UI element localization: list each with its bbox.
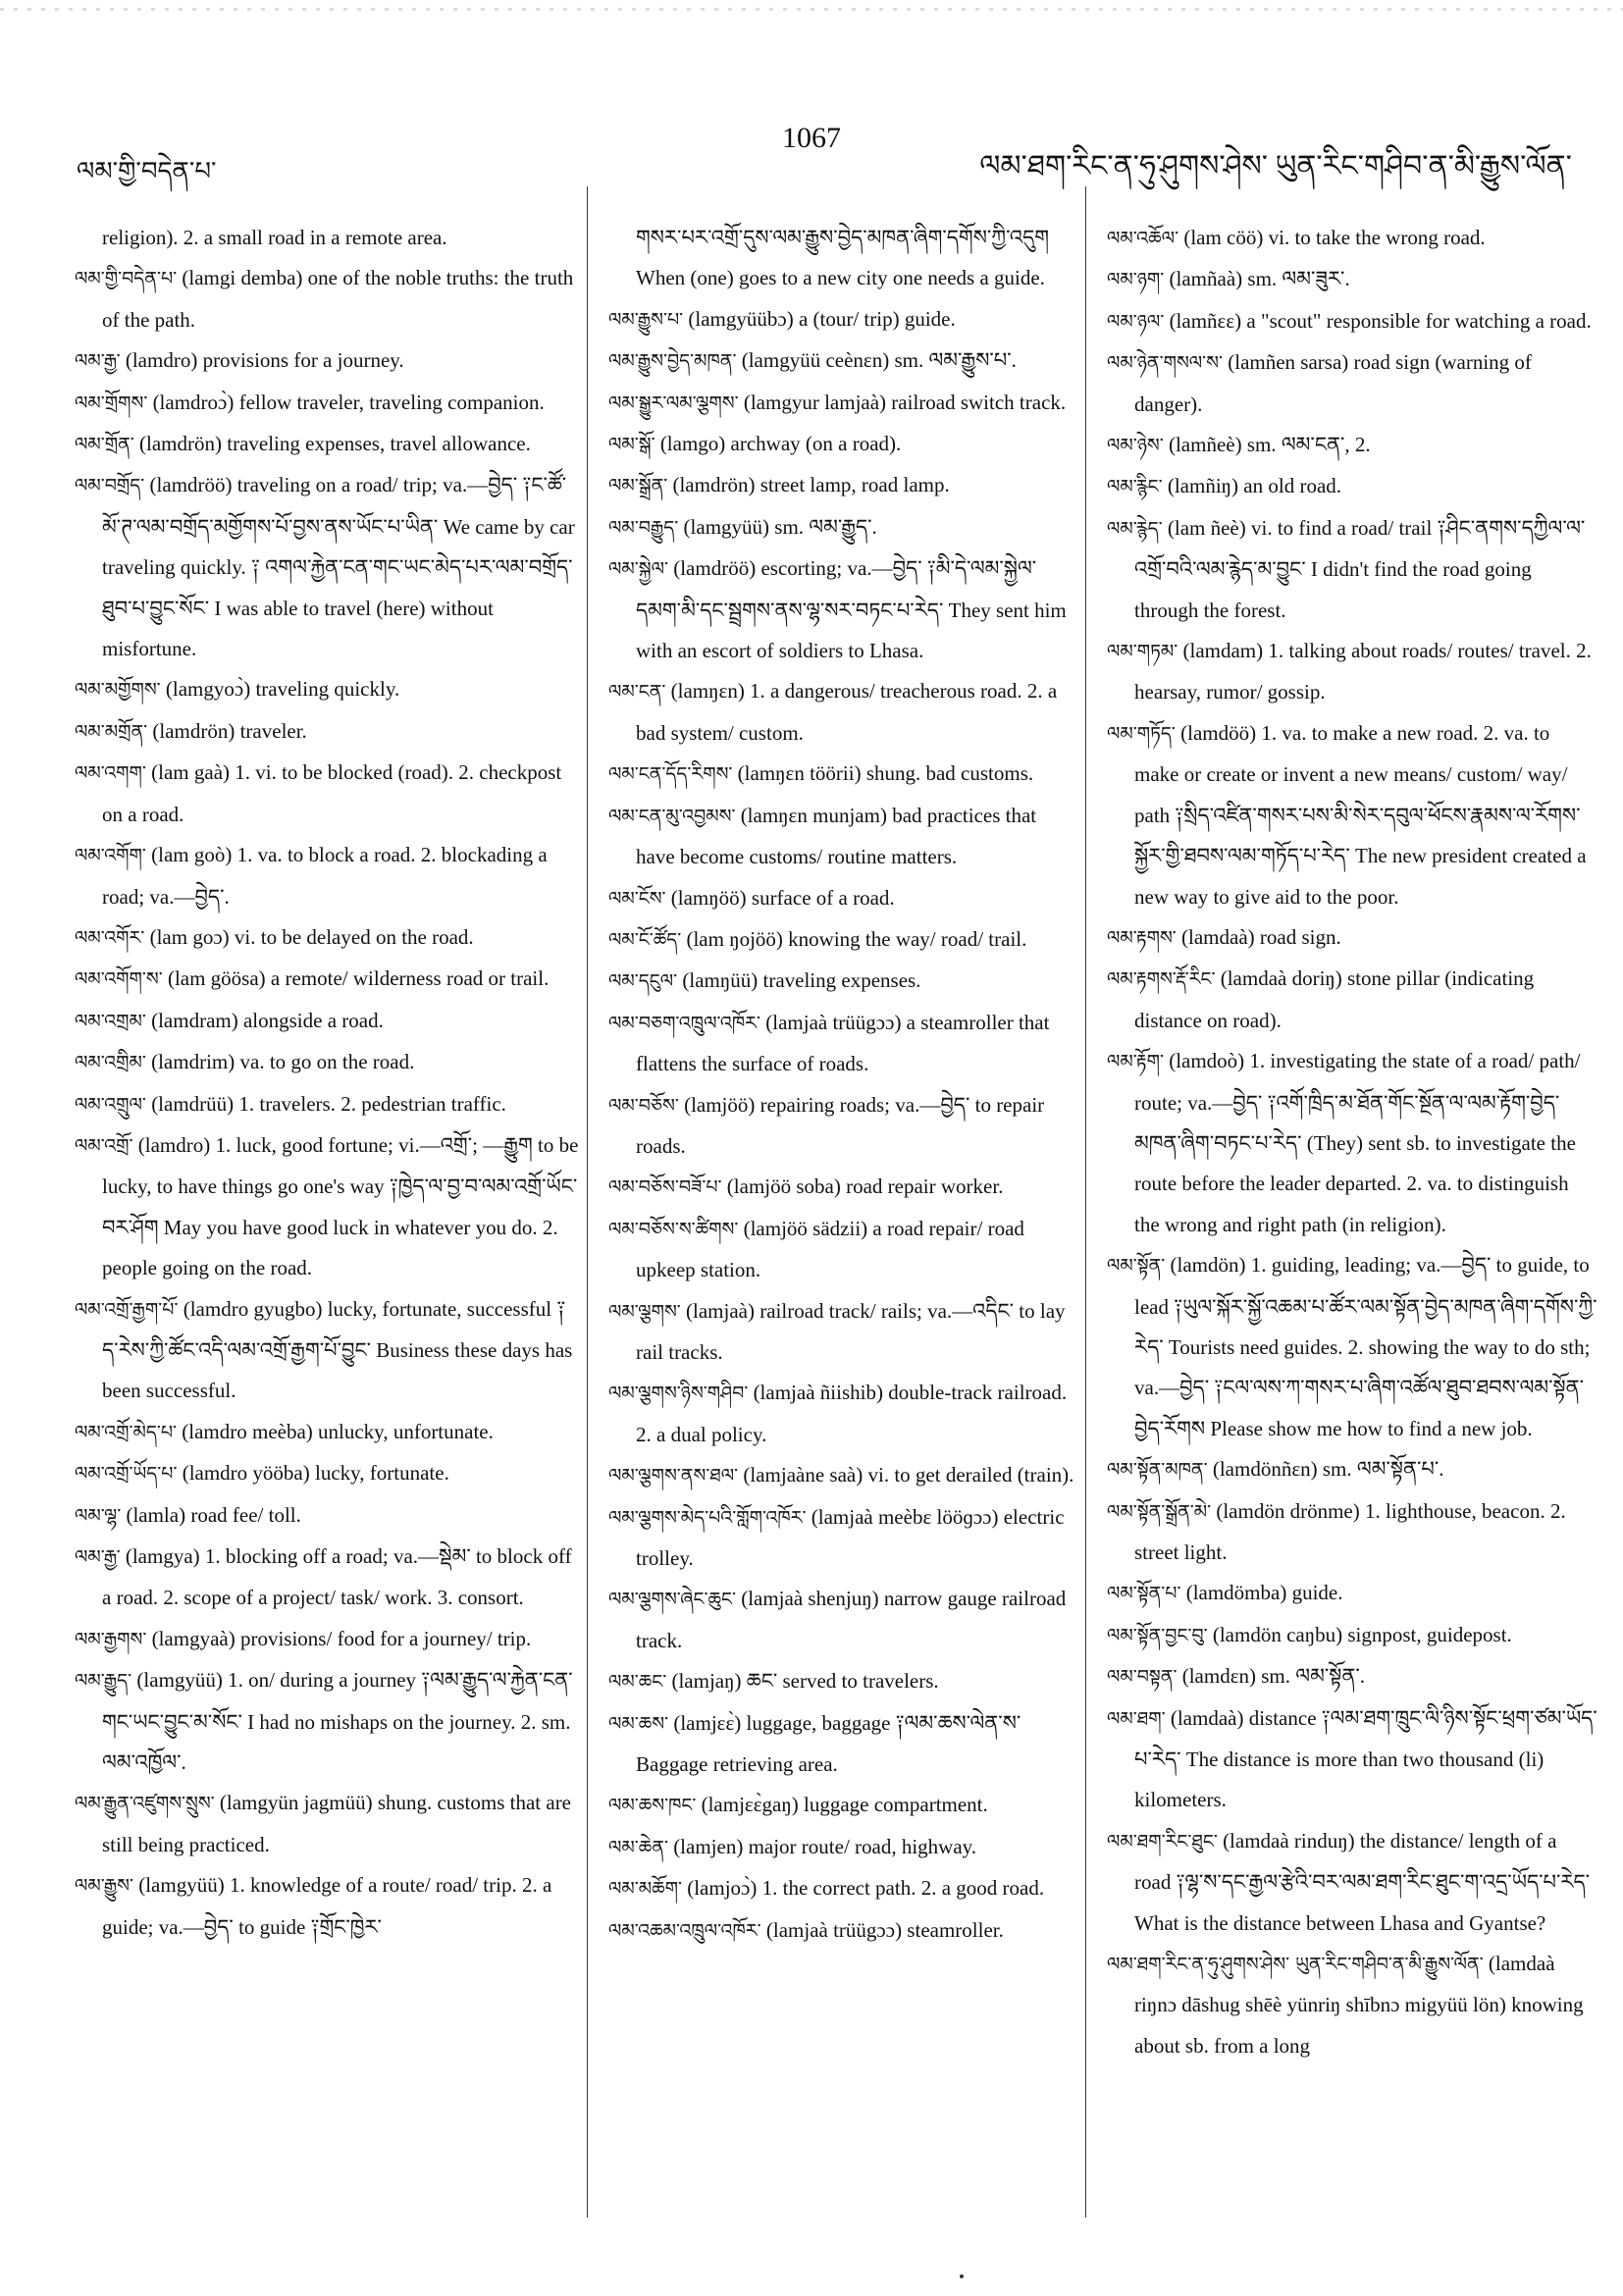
dictionary-entry <box>608 919 1077 961</box>
entry-definition: (lamla) road fee/ toll. <box>121 1502 301 1527</box>
dictionary-entry <box>75 1001 581 1042</box>
entry-definition: (lamŋɛn) 1. a dangerous/ treacherous road. 2. a bad system/ custom. <box>636 679 1058 745</box>
dictionary-entry <box>1107 631 1597 713</box>
entry-definition: (lamdön drönme) 1. lighthouse, beacon. 2. street light. <box>1134 1498 1566 1564</box>
dictionary-entry <box>75 753 581 835</box>
dictionary-entry <box>75 711 581 753</box>
entry-definition: (lamŋɛn töörii) shung. bad customs. <box>732 761 1034 786</box>
entry-headword: ལམ་སྒྲོན་ <box>608 475 668 497</box>
entry-headword: ལམ་ལྕགས་ནས་ཐལ་ <box>608 1465 739 1487</box>
entry-definition: (lamdön) 1. guiding, leading; va.—བྱེད་ to guide, to lead ༑ཡུལ་སྐོར་སྐྱོ་འཆམ་པ་ཚོར་ལམ་སྟོན་བྱེད་མཁན་ཞིག་དགོས་ཀྱི་རེད་ Tourists need guides. 2. showing the way to do sth; va.—བྱེད་ ༑ངལ་ལས་ཀ་གསར་པ་ཞིག་འཚོལ་ཐུབ་ཐབས་ལམ་སྟོན་བྱེད་རོགས Please show me how to find a new job. <box>1134 1253 1597 1440</box>
dictionary-entry <box>1107 959 1597 1041</box>
dictionary-entry <box>75 1865 581 1948</box>
entry-headword: ལམ་མཆོག་ <box>608 1878 682 1901</box>
entry-definition: (lamŋöö) surface of a road. <box>665 885 895 910</box>
scan-dot <box>960 2274 964 2278</box>
entry-definition: (lamjoɔ̀) 1. the correct path. 2. a good road. <box>681 1876 1045 1901</box>
dictionary-entry <box>75 959 581 1000</box>
entry-headword: ལམ་འགྲོ་ཡོད་པ་ <box>75 1463 178 1486</box>
entry-headword: ལམ་འགྲོ་མེད་པ་ <box>75 1421 178 1443</box>
entry-definition: (lamdaà doriŋ) stone pillar (indicating distance on road). <box>1134 966 1535 1032</box>
dictionary-entry <box>1107 917 1597 959</box>
dictionary-entry <box>75 1084 581 1125</box>
dictionary-entry <box>608 383 1077 424</box>
entry-definition: (lamŋüü) traveling expenses. <box>677 968 921 993</box>
entry-headword: ལམ་ལྕགས་ <box>608 1300 681 1323</box>
entry-definition: (lamdroɔ̀) fellow traveler, traveling companion. <box>147 390 545 414</box>
entry-headword: ལམ་ངན་མུ་འབྱམས་ <box>608 805 736 827</box>
entry-headword: ལམ་རྟགས་ <box>1107 926 1177 949</box>
dictionary-entry <box>75 383 581 424</box>
entry-definition: (lamgyur lamjaà) railroad switch track. <box>738 390 1067 414</box>
dictionary-entry <box>1107 1449 1597 1490</box>
dictionary-entry <box>608 671 1077 754</box>
entry-definition: (lam gaà) 1. vi. to be blocked (road). 2. checkpost on a road. <box>102 760 562 826</box>
entry-definition: (lamdrüü) 1. travelers. 2. pedestrian traffic. <box>145 1091 506 1116</box>
entry-headword: ལམ་གཏོད་ <box>1107 722 1176 745</box>
entry-definition: (lamŋɛn munjam) bad practices that have become customs/ routine matters. <box>636 803 1037 869</box>
dictionary-entry <box>1107 1656 1597 1697</box>
entry-headword: ལམ་ཐག་རིང་ཐུང་ <box>1107 1830 1218 1852</box>
entry-definition: (lam cöö) vi. to take the wrong road. <box>1178 226 1486 249</box>
entry-headword: ལམ་ཐག་ <box>1107 1707 1166 1730</box>
entry-headword: ལམ་གཏམ་ <box>1107 641 1178 663</box>
entry-headword: ལམ་ཆང་ <box>608 1671 667 1694</box>
entry-definition: (lamdro yööba) lucky, fortunate. <box>177 1461 449 1486</box>
dictionary-entry <box>75 1453 581 1494</box>
entry-headword: ལམ་སྟོན་བྱང་བུ་ <box>1107 1624 1208 1646</box>
dictionary-entry <box>75 1619 581 1660</box>
entry-headword: ལམ་རྟགས་རྡོ་རིང་ <box>1107 968 1216 991</box>
entry-headword: ལམ་ལྷ་ <box>75 1504 122 1527</box>
entry-headword: ལམ་འགོར་ <box>75 926 145 949</box>
entry-headword: ལམ་མགྲོན་ <box>75 720 148 743</box>
dictionary-entry <box>608 424 1077 465</box>
entry-headword: ལམ་འཆམ་འཁྲུལ་འཁོར་ <box>608 1919 761 1942</box>
entry-headword: ལམ་ཆས་ <box>608 1712 669 1735</box>
dictionary-entry <box>1107 425 1597 466</box>
dictionary-entry <box>75 340 581 382</box>
entry-definition: (lamgyüü) sm. ལམ་རྒྱུད་. <box>678 514 877 539</box>
entry-headword: ལམ་འགོག་ <box>75 845 146 867</box>
dictionary-entry <box>608 754 1077 795</box>
entry-headword: ལམ་རྒྱུས་བྱེད་མཁན་ <box>608 350 737 373</box>
entry-definition: (lamñɛɛ) a "scout" responsible for watching a road. <box>1164 308 1592 333</box>
entry-definition: (lamjaà) railroad track/ rails; va.—འདིང་ to lay rail tracks. <box>636 1298 1066 1364</box>
entry-definition: (lamñiŋ) an old road. <box>1162 474 1342 498</box>
dictionary-entry <box>608 1910 1077 1952</box>
dictionary-entry <box>608 1291 1077 1374</box>
dictionary-entry <box>1107 1698 1597 1821</box>
entry-definition: (lamdaà) road sign. <box>1176 924 1341 949</box>
entry-headword: ལམ་ལྕགས་མེད་པའི་གློག་འཁོར་ <box>608 1506 807 1529</box>
entry-definition: (lamdrim) va. to go on the road. <box>145 1050 415 1074</box>
dictionary-entry <box>608 1785 1077 1826</box>
entry-definition: (lamjöö soba) road repair worker. <box>721 1174 1004 1199</box>
dictionary-entry <box>608 340 1077 382</box>
entry-headword: ལམ་དངུལ་ <box>608 970 678 993</box>
entry-definition: (lamjaà meèbɛ lööɡɔɔ) electric trolley. <box>636 1504 1065 1570</box>
entry-definition: (lamdɛn) sm. ལམ་སྟོན་. <box>1177 1664 1366 1689</box>
dictionary-entry <box>1107 1944 1597 2066</box>
entry-headword: ལམ་སྟོན་སྒྲོན་མེ་ <box>1107 1500 1212 1523</box>
entry-definition: (lamdröö) escorting; va.—བྱེད་ ༑མི་དེ་ལམ་སྐྱེལ་དམག་མི་དང་སྦྲགས་ནས་ལྷ་སར་བཏང་པ་རེད་ They sent him with an escort of soldiers to Lhasa. <box>636 556 1067 663</box>
dictionary-entry <box>608 1209 1077 1291</box>
entry-definition: (lamgyüübɔ) a (tour/ trip) guide. <box>683 306 956 331</box>
dictionary-entry <box>75 1537 581 1619</box>
entry-headword: ལམ་འཆོལ་ <box>1107 228 1179 249</box>
dictionary-entry <box>608 796 1077 878</box>
entry-definition: (lamdrön) traveling expenses, travel allowance. <box>133 432 531 456</box>
dictionary-entry <box>75 424 581 465</box>
entry-headword: ལམ་ཆས་ཁང་ <box>608 1795 697 1817</box>
entry-definition: (lamdam) 1. talking about roads/ routes/ travel. 2. hearsay, rumor/ gossip. <box>1134 639 1592 704</box>
entry-definition: (lamdro gyugbo) lucky, fortunate, successful ༑ད་རེས་ཀྱི་ཚོང་འདི་ལམ་འགྲོ་རྒྱག་པོ་བྱུང་ Business these days has been successful. <box>102 1296 573 1403</box>
entry-definition: (lamjöö sädzii) a road repair/ road upkeep station. <box>636 1216 1024 1282</box>
scan-speckle-top <box>0 8 1623 11</box>
entry-headword: ལམ་འགྲོ་ <box>75 1134 133 1157</box>
entry-definition: (lamjaà trüügɔɔ) steamroller. <box>760 1917 1004 1942</box>
entry-headword: ལམ་ཐག་རིང་ན་ཧུ་ཤུགས་ཤེས་ ཡུན་རིང་གཤིབ་ན་མི་རྒྱུས་ལོན་ <box>1107 1954 1484 1976</box>
dictionary-entry <box>608 1003 1077 1085</box>
dictionary-entry <box>1107 218 1597 259</box>
dictionary-entry <box>608 1455 1077 1496</box>
entry-headword: ལམ་བཅག་འཁྲུལ་འཁོར་ <box>608 1012 761 1034</box>
dictionary-entry <box>608 299 1077 340</box>
dictionary-entry <box>608 1703 1077 1786</box>
entry-headword: ལམ་བཅོས་བཟོ་པ་ <box>608 1176 722 1199</box>
entry-headword: ལམ་ཉེན་གསལ་ས་ <box>1107 352 1223 375</box>
entry-definition: གསར་པར་འགྲོ་དུས་ལམ་རྒྱུས་བྱེད་མཁན་ཞིག་དགོས་ཀྱི་འདུག When (one) goes to a new city one needs a guide. <box>636 226 1050 290</box>
entry-definition: (lamdrön) street lamp, road lamp. <box>667 473 950 497</box>
entry-headword: ལམ་རྒྱ་ <box>75 1546 121 1568</box>
dictionary-entry <box>1107 342 1597 425</box>
entry-definition: (lam ŋojöö) knowing the way/ road/ trail. <box>681 926 1027 951</box>
entry-headword: ལམ་བགྲོད་ <box>75 475 145 497</box>
column-divider-1 <box>587 186 588 2218</box>
dictionary-column-2 <box>608 218 1077 1952</box>
page-number: 1067 <box>782 122 841 154</box>
dictionary-entry <box>608 1868 1077 1909</box>
entry-headword: ལམ་ངན་ <box>608 681 666 704</box>
dictionary-entry <box>1107 1491 1597 1574</box>
entry-headword: ལམ་རྒྱགས་ <box>75 1628 147 1650</box>
entry-definition: (lamjaà ñiishib) double-track railroad. 2. a dual policy. <box>636 1381 1068 1446</box>
column-divider-2 <box>1085 186 1086 2218</box>
entry-definition: (lamgyüü) 1. on/ during a journey ༑ལམ་རྒྱུད་ལ་རྐྱེན་ངན་གང་ཡང་བྱུང་མ་སོང་ I had no mishaps on the journey. 2. sm. ལམ་འཁྱོལ་. <box>102 1668 573 1775</box>
dictionary-entry <box>75 218 581 258</box>
dictionary-entry <box>75 465 581 669</box>
entry-headword: ལམ་ངོ་ཚོད་ <box>608 928 682 951</box>
entry-definition: (lamgyaà) provisions/ food for a journey/ trip. <box>146 1626 532 1650</box>
entry-definition: (lamjaà trüügɔɔ) a steamroller that flattens the surface of roads. <box>636 1010 1050 1076</box>
entry-definition: (lam göösa) a remote/ wilderness road or trail. <box>162 966 550 991</box>
entry-headword: ལམ་ཉལ་ <box>1107 310 1165 333</box>
entry-headword: ལམ་འགྲོ་རྒྱག་པོ་ <box>75 1298 179 1321</box>
entry-definition: (lamdönñɛn) sm. ལམ་སྟོན་པ་. <box>1207 1457 1444 1482</box>
entry-headword: ལམ་རྙིང་ <box>1107 476 1163 498</box>
running-head-right: ལམ་ཐག་རིང་ན་ཧུ་ཤུགས་ཤེས་ ཡུན་རིང་གཤིབ་ན་མི་རྒྱུས་ལོན་ <box>979 150 1572 183</box>
entry-definition: (lamgyün jagmüü) shung. customs that are still being practiced. <box>102 1791 572 1856</box>
entry-definition: (lamjaŋ) ཆང་ served to travelers. <box>666 1669 939 1694</box>
entry-headword: ལམ་སྟོན་མཁན་ <box>1107 1459 1208 1482</box>
entry-headword: ལམ་འགྲིམ་ <box>75 1052 146 1074</box>
entry-headword: ལམ་འགྲུལ་ <box>75 1093 146 1116</box>
dictionary-entry <box>608 218 1077 299</box>
entry-definition: (lamjöö) repairing roads; va.—བྱེད་ to repair roads. <box>636 1092 1045 1158</box>
entry-headword: ལམ་སྟོན་པ་ <box>1107 1583 1181 1605</box>
entry-definition: (lamdoò) 1. investigating the state of a road/ path/ route; va.—བྱེད་ ༑འགོ་ཁྲིད་མ་ཐོན་གོང་སྔོན་ལ་ལམ་རྟོག་བྱེད་མཁན་ཞིག་བཏང་པ་རེད་ (They) sent sb. to investigate the route before the leader departed. 2. va. to distinguish the wrong and right path (in religion). <box>1134 1049 1581 1236</box>
entry-definition: (lamdön caŋbu) signpost, guidepost. <box>1207 1622 1512 1646</box>
entry-headword: ལམ་རྒྱུས་པ་ <box>608 308 684 331</box>
entry-headword: ལམ་ཆེན་ <box>608 1836 668 1858</box>
entry-definition: religion). 2. a small road in a remote area. <box>102 226 447 249</box>
dictionary-entry <box>75 669 581 710</box>
entry-definition: (lamdro) provisions for a journey. <box>120 348 404 373</box>
entry-headword: ལམ་རྒྱ་ <box>75 350 121 373</box>
entry-definition: (lamjaà shenjuŋ) narrow gauge railroad track. <box>636 1587 1067 1652</box>
dictionary-entry <box>608 961 1077 1002</box>
entry-definition: (lamñeè) sm. ལམ་ངན་, 2. <box>1163 433 1371 457</box>
entry-headword: ལམ་ཉེས་ <box>1107 435 1164 457</box>
dictionary-entry <box>1107 1573 1597 1614</box>
entry-headword: ལམ་རྒྱུན་འཛུགས་སྲུས་ <box>75 1793 215 1815</box>
entry-headword: ལམ་འགྲམ་ <box>75 1010 146 1032</box>
dictionary-column-1 <box>75 218 581 1948</box>
dictionary-entry <box>75 1783 581 1865</box>
entry-headword: ལམ་རྙེད་ <box>1107 517 1163 540</box>
entry-headword: ལམ་འགོག་ས་ <box>75 968 163 991</box>
entry-definition: (lamgya) 1. blocking off a road; va.—སྡེམ་ to block off a road. 2. scope of a project/ task/ work. 3. consort. <box>102 1544 572 1610</box>
entry-definition: (lamjɛɛ̀gaŋ) luggage compartment. <box>696 1793 988 1817</box>
dictionary-entry <box>75 917 581 959</box>
entry-headword: ལམ་སྐྱེལ་ <box>608 558 668 581</box>
dictionary-entry <box>1107 508 1597 631</box>
entry-definition: (lamdro meèba) unlucky, unfortunate. <box>177 1419 494 1443</box>
dictionary-entry <box>1107 1615 1597 1656</box>
dictionary-entry <box>75 1042 581 1083</box>
entry-definition: (lamdaà riŋnɔ dāshug shēè yünriŋ shībnɔ migyüü lön) knowing about sb. from a long <box>1134 1952 1584 2058</box>
dictionary-entry <box>1107 1041 1597 1245</box>
dictionary-entry <box>75 1125 581 1289</box>
entry-definition: (lamjen) major route/ road, highway. <box>667 1834 977 1858</box>
entry-headword: ལམ་ཉག་ <box>1107 269 1165 291</box>
entry-headword: ལམ་ལྕགས་ཞེང་ཆུང་ <box>608 1589 736 1611</box>
dictionary-entry <box>608 548 1077 671</box>
dictionary-entry <box>75 1412 581 1453</box>
dictionary-entry <box>1107 259 1597 300</box>
dictionary-entry <box>75 1289 581 1412</box>
entry-headword: ལམ་རྟོག་ <box>1107 1051 1164 1073</box>
entry-headword: ལམ་སྟོན་ <box>1107 1255 1166 1278</box>
dictionary-entry <box>75 1495 581 1537</box>
entry-definition: (lamñen sarsa) road sign (warning of danger). <box>1134 350 1532 416</box>
entry-headword: ལམ་གྱི་བདེན་པ་ <box>75 268 178 290</box>
entry-definition: (lamjaàne saà) vi. to get derailed (train). <box>738 1463 1074 1487</box>
entry-headword: ལམ་བཅོས་ <box>608 1094 679 1117</box>
dictionary-entry <box>1107 1245 1597 1449</box>
dictionary-entry <box>1107 713 1597 917</box>
entry-definition: (lamñaà) sm. ལམ་ཟུར་. <box>1164 267 1350 291</box>
dictionary-entry <box>608 1661 1077 1702</box>
dictionary-entry <box>1107 466 1597 507</box>
entry-definition: (lamdaà rinduŋ) the distance/ length of a road ༑ལྷ་ས་དང་རྒྱལ་རྩེའི་བར་ལམ་ཐག་རིང་ཐུང་ག་འདྲ་ཡོད་པ་རེད་ What is the distance between Lhasa and Gyantse? <box>1134 1828 1591 1935</box>
dictionary-entry <box>608 465 1077 506</box>
dictionary-entry <box>608 878 1077 919</box>
entry-definition: (lamdömba) guide. <box>1180 1581 1343 1605</box>
dictionary-entry <box>75 835 581 917</box>
running-head-left: ལམ་གྱི་བདེན་པ་ <box>77 157 217 185</box>
dictionary-entry <box>75 258 581 340</box>
dictionary-entry <box>608 1373 1077 1455</box>
entry-headword: ལམ་ངན་དོད་རིགས་ <box>608 763 733 786</box>
entry-headword: ལམ་སྒོ་ <box>608 434 655 456</box>
entry-definition: (lamgyoɔ̀) traveling quickly. <box>160 677 400 702</box>
entry-definition: (lamjɛɛ̀) luggage, baggage ༑ལམ་ཆས་ལེན་ས་ Baggage retrieving area. <box>636 1710 1021 1777</box>
entry-headword: ལམ་བརྒྱུད་ <box>608 516 679 539</box>
dictionary-entry <box>75 1660 581 1783</box>
dictionary-entry <box>608 1497 1077 1580</box>
entry-headword: ལམ་བཅོས་ས་ཚིགས་ <box>608 1218 739 1240</box>
entry-headword: ལམ་གྲོགས་ <box>75 391 148 414</box>
entry-headword: ལམ་ངོས་ <box>608 887 666 910</box>
entry-headword: ལམ་རྒྱུས་ <box>75 1875 133 1898</box>
entry-headword: ལམ་འགག་ <box>75 762 146 785</box>
entry-headword: ལམ་སྒྱུར་ལམ་ལྕགས་ <box>608 391 739 414</box>
entry-definition: (lamgi demba) one of the noble truths: the truth of the path. <box>102 266 574 332</box>
dictionary-entry <box>608 507 1077 548</box>
entry-definition: (lamgo) archway (on a road). <box>654 432 902 456</box>
dictionary-entry <box>608 1085 1077 1168</box>
entry-definition: (lamdöö) 1. va. to make a new road. 2. va. to make or create or invent a new means/ custom/ way/ path ༑སྲིད་འཛིན་གསར་པས་མི་སེར་དབུལ་ཕོངས་རྣམས་ལ་རོགས་སྐྱོར་གྱི་ཐབས་ལམ་གཏོད་པ་རེད་ The new president created a new way to give aid to the poor. <box>1134 720 1587 909</box>
dictionary-entry <box>1107 301 1597 342</box>
entry-definition: (lamdröö) traveling on a road/ trip; va.—བྱེད་ ༑ང་ཚོ་མོ་ཊ་ལམ་བགྲོད་མགྱོགས་པོ་བྱས་ནས་ཡོང་པ་ཡིན་ We came by car traveling quickly. ༑ འགལ་རྐྱེན་ངན་གང་ཡང་མེད་པར་ལམ་བགྲོད་ཐུབ་པ་བྱུང་སོང་ I was able to travel (here) without misfortune. <box>102 473 575 661</box>
entry-headword: ལམ་གྲོན་ <box>75 434 134 456</box>
entry-definition: (lamdram) alongside a road. <box>145 1008 384 1032</box>
dictionary-column-3 <box>1107 218 1597 2066</box>
entry-definition: (lam goɔ) vi. to be delayed on the road. <box>144 924 474 949</box>
dictionary-entry <box>1107 1821 1597 1944</box>
dictionary-entry <box>608 1167 1077 1208</box>
dictionary-entry <box>608 1579 1077 1661</box>
entry-headword: ལམ་རྒྱུད་ <box>75 1670 132 1693</box>
entry-headword: ལམ་བསྟན་ <box>1107 1666 1178 1689</box>
entry-definition: (lamdro) 1. luck, good fortune; vi.—འགྲོ་; —རྒྱུག to be lucky, to have things go one's way ༑ཁྱེད་ལ་བྱ་བ་ལམ་འགྲོ་ཡོང་བར་ཤོག May you have good luck in whatever you do. 2. people going on the road. <box>102 1132 579 1280</box>
entry-headword: ལམ་ལྕགས་ཉིས་གཤིབ་ <box>608 1383 749 1405</box>
entry-headword: ལམ་མགྱོགས་ <box>75 679 161 702</box>
entry-definition: (lamdrön) traveler. <box>147 718 307 743</box>
entry-definition: (lamgyüü ceènɛn) sm. ལམ་རྒྱུས་པ་. <box>736 348 1017 373</box>
entry-definition: (lam goò) 1. va. to block a road. 2. blockading a road; va.—བྱེད་. <box>102 843 548 909</box>
dictionary-entry <box>608 1827 1077 1868</box>
entry-definition: (lam ñeè) vi. to find a road/ trail ༑ཤིང་ནགས་དཀྱིལ་ལ་འགྲོ་བའི་ལམ་རྙེད་མ་བྱུང་ I didn't find the road going through the forest. <box>1134 515 1586 622</box>
entry-definition: (lamdaà) distance ༑ལམ་ཐག་ཁྲུང་ལི་ཉིས་སྟོང་ཕྲག་ཙམ་ཡོད་པ་རེད་ The distance is more than two thousand (li) kilometers. <box>1134 1705 1597 1812</box>
entry-definition: (lamgyüü) 1. knowledge of a route/ road/ trip. 2. a guide; va.—བྱེད་ to guide ༑གྲོང་ཁྱེར་ <box>102 1873 552 1939</box>
